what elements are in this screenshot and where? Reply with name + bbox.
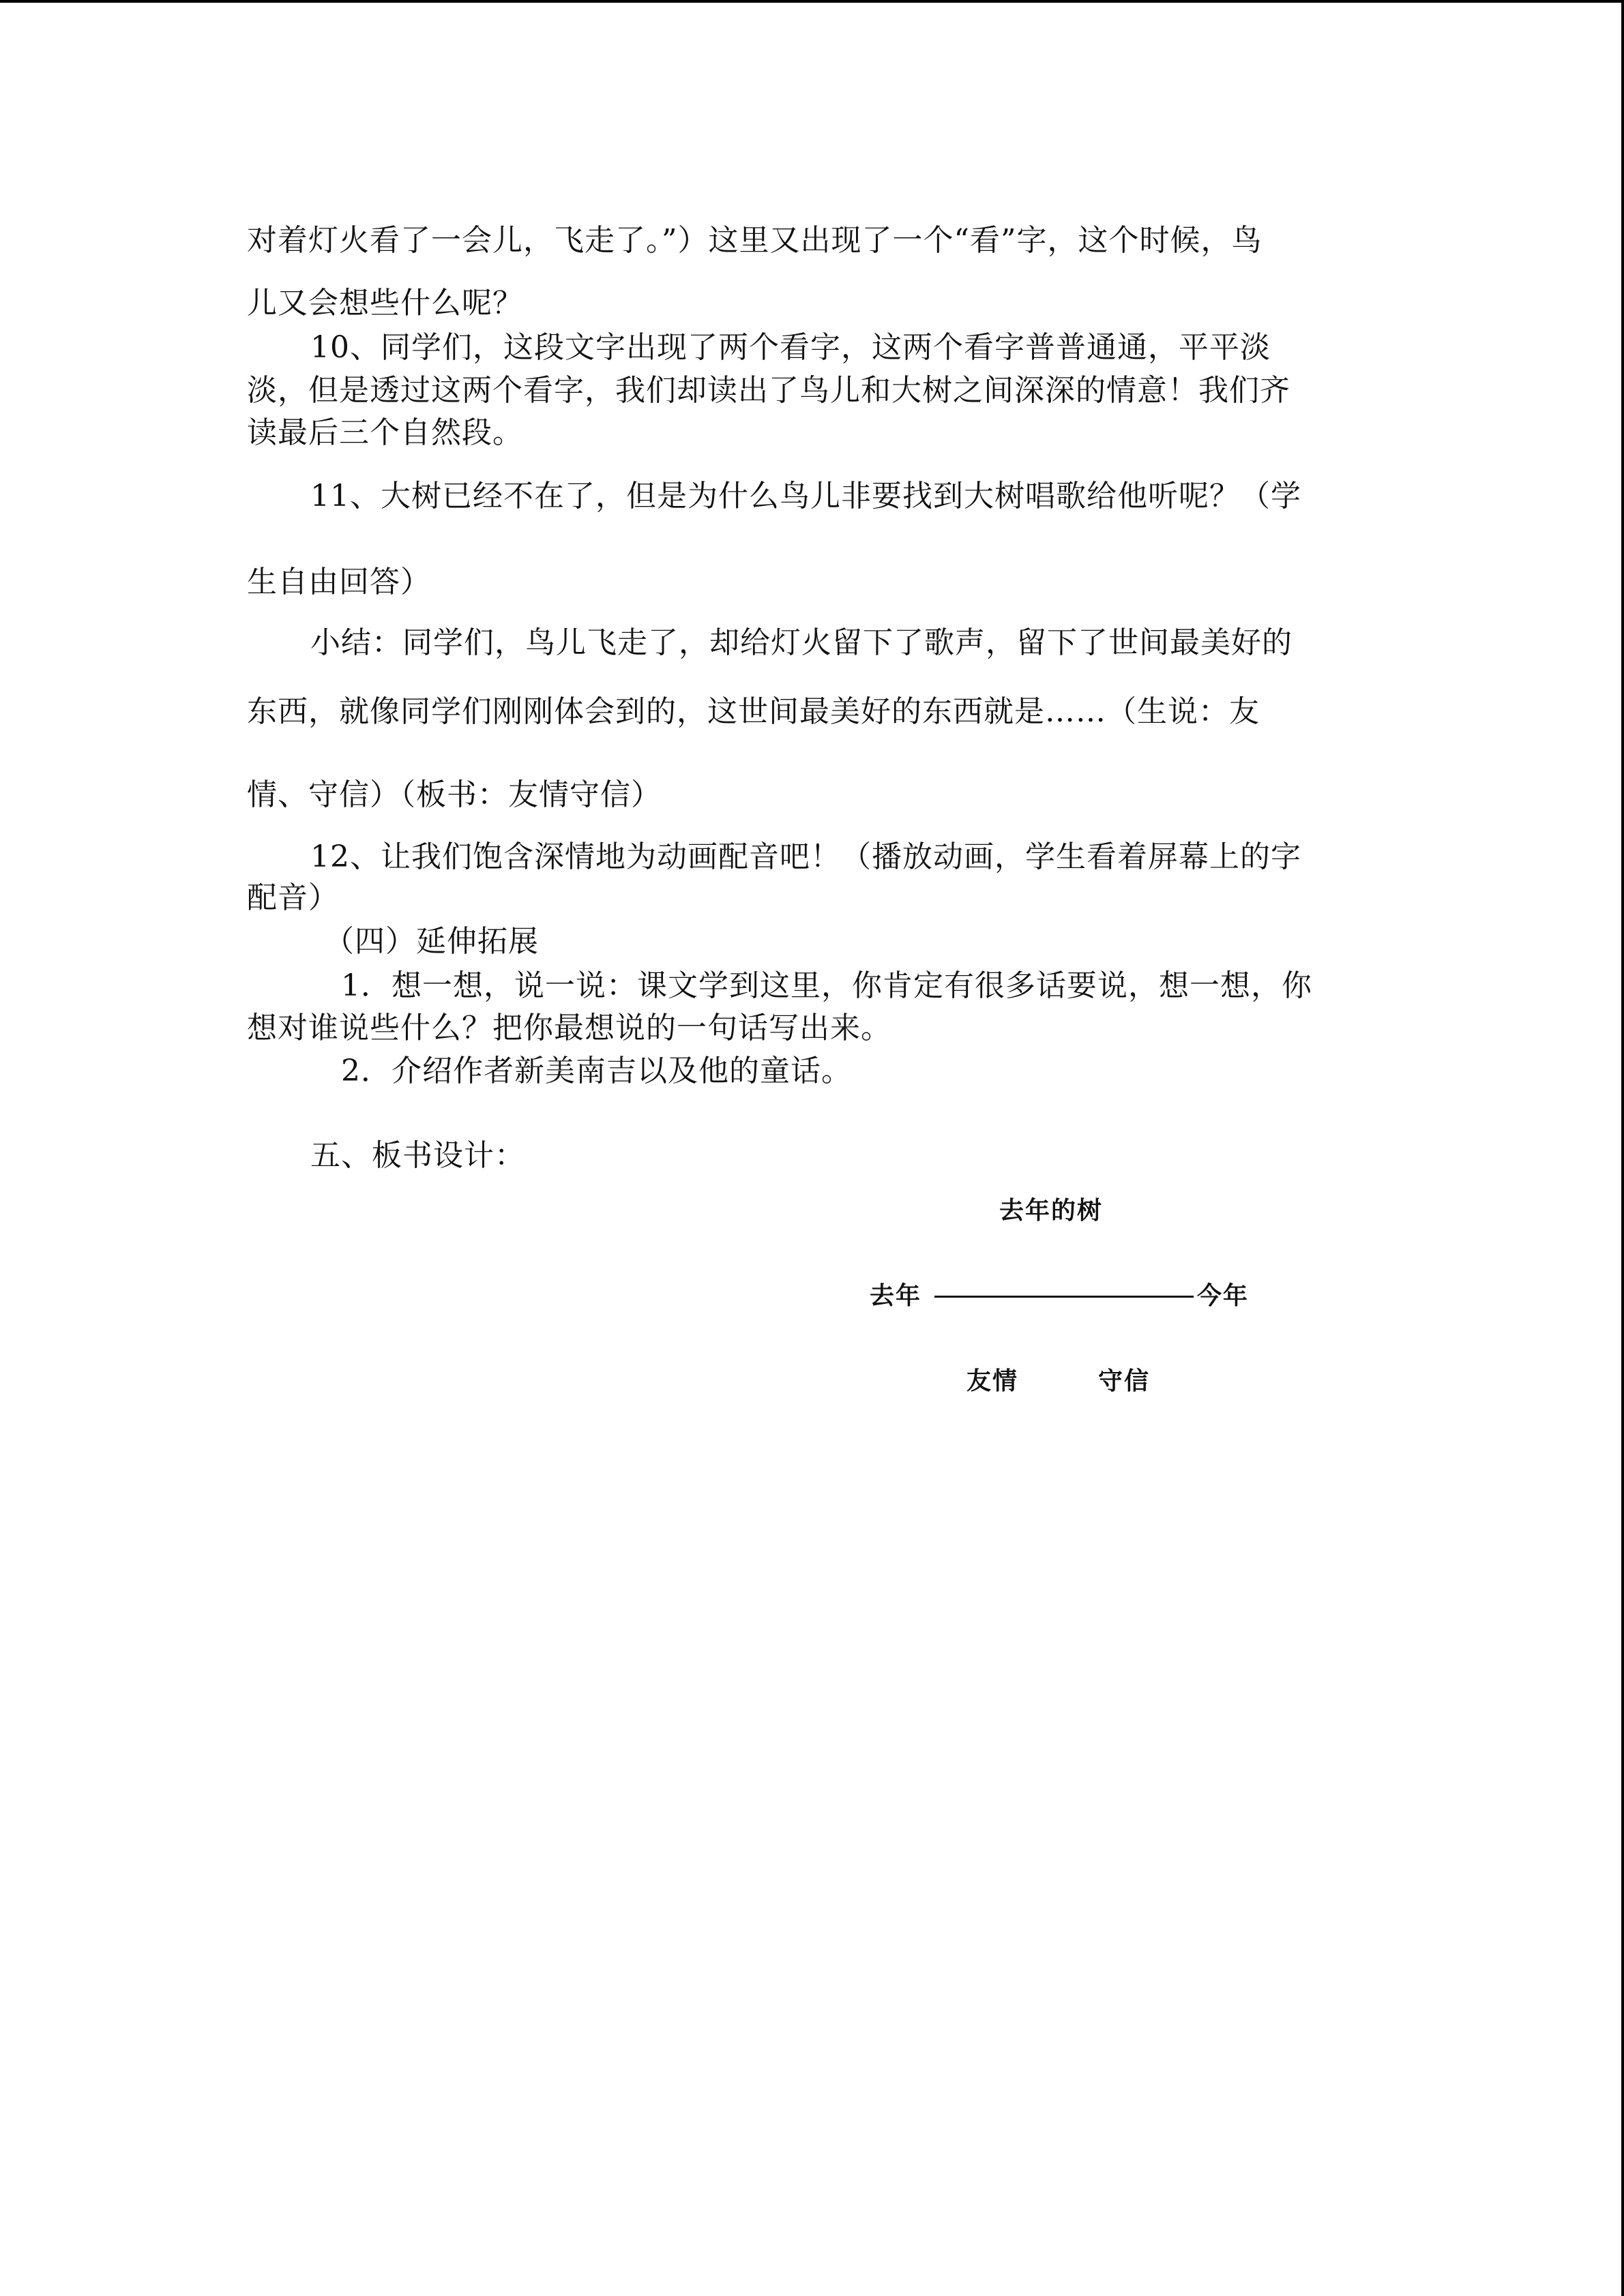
board-title: 去年的树 [999, 1197, 1104, 1225]
page-border-right [1621, 0, 1624, 2296]
board-word-friendship: 友情 [966, 1367, 1019, 1395]
page-border-top [0, 0, 1624, 3]
paragraph-line: 生自由回答） [247, 565, 431, 599]
board-left-label: 去年 [870, 1282, 922, 1310]
paragraph-line: 小结：同学们，鸟儿飞走了，却给灯火留下了歌声，留下了世间最美好的 [310, 625, 1293, 660]
paragraph-line: 读最后三个自然段。 [247, 415, 523, 450]
paragraph-line: 12、让我们饱含深情地为动画配音吧！（播放动画，学生看着屏幕上的字 [310, 839, 1301, 874]
list-item: 2．介绍作者新美南吉以及他的童话。 [341, 1054, 852, 1088]
section-heading: 五、板书设计： [310, 1138, 525, 1173]
paragraph-line: 东西，就像同学们刚刚体会到的，这世间最美好的东西就是……（生说：友 [247, 694, 1260, 729]
paragraph-line: 情、守信）（板书：友情守信） [247, 777, 662, 812]
board-connector-line [934, 1296, 1194, 1298]
board-right-label: 今年 [1197, 1282, 1250, 1310]
paragraph-line: 想对谁说些什么？把你最想说的一句话写出来。 [247, 1011, 891, 1045]
paragraph-line: 对着灯火看了一会儿，飞走了。”）这里又出现了一个“看”字，这个时候，鸟 [247, 223, 1263, 258]
list-item: 1．想一想，说一说：课文学到这里，你肯定有很多话要说，想一想，你 [341, 968, 1312, 1003]
paragraph-line: 10、同学们，这段文字出现了两个看字，这两个看字普普通通，平平淡 [310, 330, 1271, 365]
paragraph-line: 配音） [247, 880, 339, 915]
board-word-trust: 守信 [1098, 1367, 1151, 1395]
paragraph-line: 儿又会想些什么呢？ [247, 286, 523, 320]
paragraph-line: 11、大树已经不在了，但是为什么鸟儿非要找到大树唱歌给他听呢？（学 [310, 479, 1301, 513]
section-heading: （四）延伸拓展 [324, 924, 539, 959]
paragraph-line: 淡，但是透过这两个看字，我们却读出了鸟儿和大树之间深深的情意！我们齐 [247, 373, 1290, 408]
